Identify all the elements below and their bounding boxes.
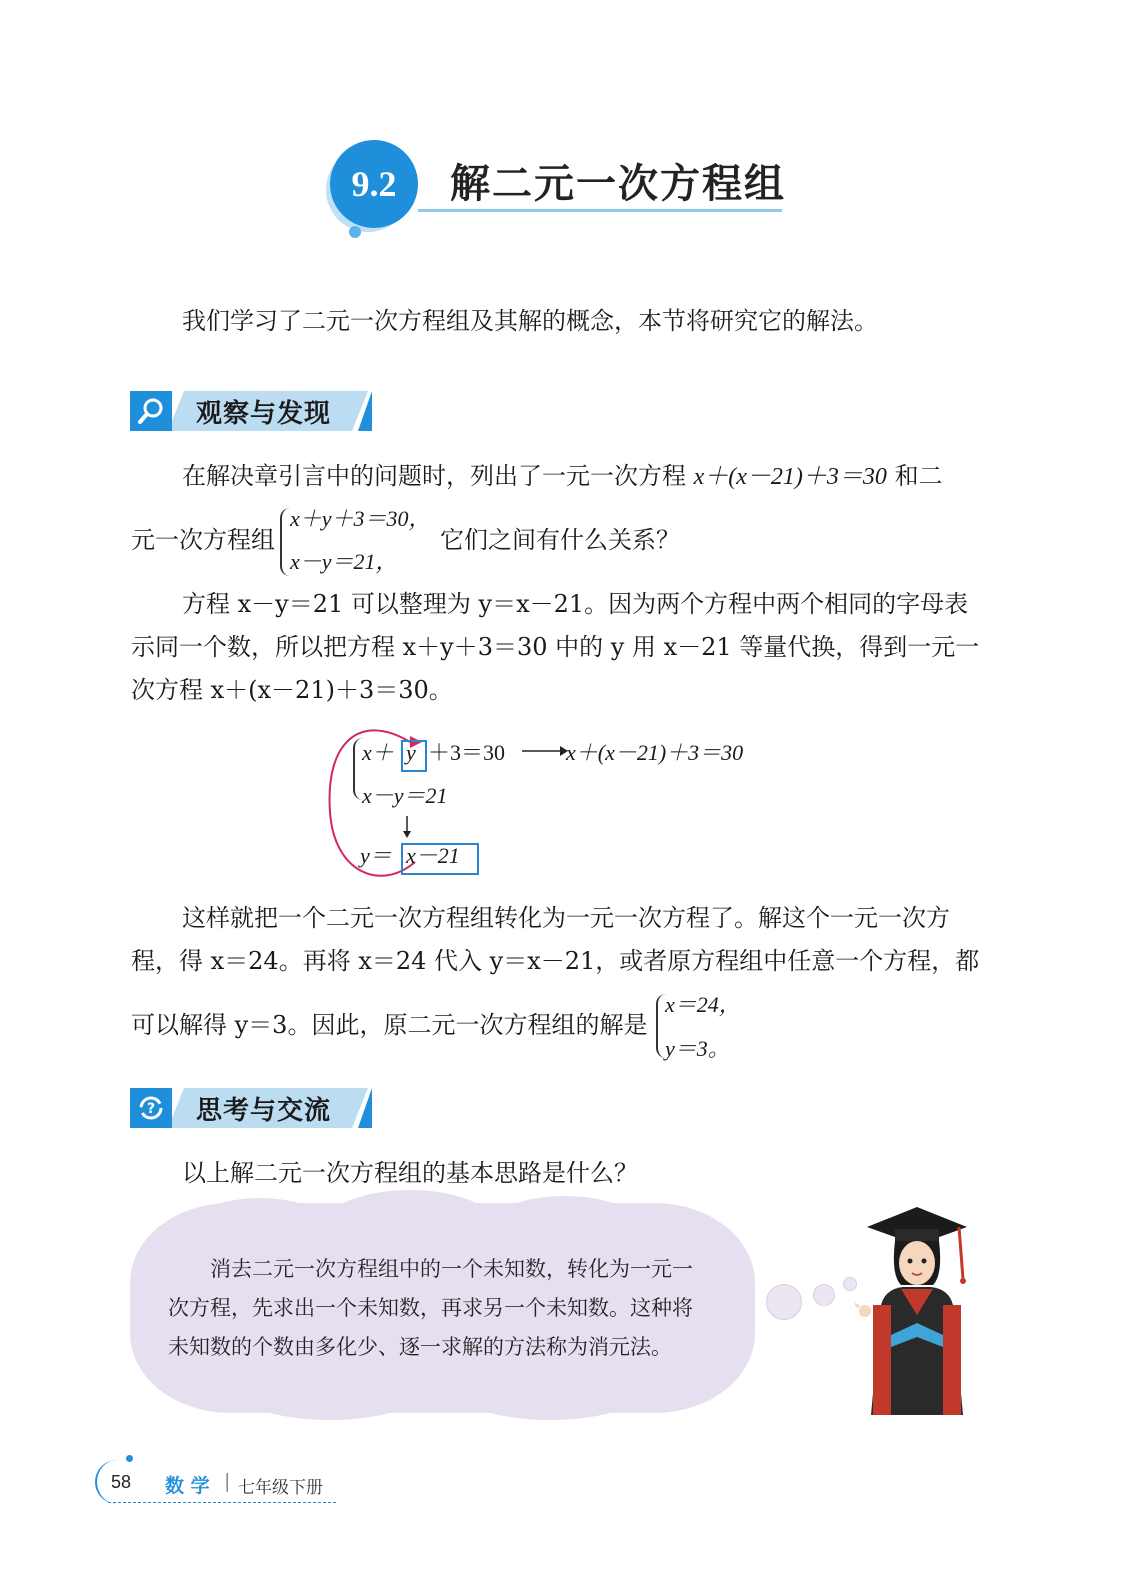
p1-text2: 和二 [894,462,943,490]
diagram-result-equation: x＋(x－21)＋3＝30 [566,740,744,765]
section-underline [418,209,782,212]
cloud-line2: 次方程，先求出一个未知数，再求另一个未知数。这种将 [168,1296,693,1320]
diagram-eq1-part-b: ＋3＝30 [428,740,506,765]
cloud-text [168,1250,708,1367]
magnifier-icon [130,391,172,431]
solution-x: x＝24， [665,992,741,1017]
footer-subject: 数 学 [165,1475,210,1497]
think-heading: 思考与交流 [196,1096,332,1126]
diagram-eq1-part-a: x＋ [362,740,394,765]
section-number-badge [330,140,418,228]
section-dot-decoration [349,226,361,238]
page-number: 58 [111,1472,132,1492]
diagram-bottom-y: y＝ [360,843,392,868]
solve-line3: 可以解得 y＝3。因此，原二元一次方程组的解是 [131,1011,648,1039]
graduate-student-illustration [855,1205,980,1420]
observe-paragraph-line1 [182,455,943,499]
think-banner [130,1088,375,1128]
intro-paragraph: 我们学习了二元一次方程组及其解的概念，本节将研究它的解法。 [182,307,878,335]
solution-y: y＝3。 [665,1036,730,1061]
p3-line2: 示同一个数，所以把方程 x＋y＋3＝30 中的 y 用 x－21 等量代换，得到一元一 [131,633,980,661]
p2-text2: 它们之间有什么关系？ [440,526,680,554]
p1-text1: 在解决章引言中的问题时，列出了一元一次方程 [182,462,686,490]
system-brace [280,508,290,576]
diagram-bottom-box-text: x－21 [406,843,460,868]
cloud-line1: 消去二元一次方程组中的一个未知数，转化为一元一 [210,1257,693,1281]
observe-banner [130,391,375,431]
right-arrow-icon [520,744,570,758]
svg-text:?: ? [146,1101,156,1117]
p3-line3: 次方程 x＋(x－21)＋3＝30。 [131,676,453,704]
p1-equation: x＋(x－21)＋3＝30 [693,464,887,490]
thinking-cycle-icon [130,1088,172,1128]
footer-dot-decoration [126,1455,133,1462]
footer-separator: | [224,1470,231,1492]
thought-bubble [766,1284,802,1320]
diagram-eq1-y: y [406,740,416,765]
cloud-line3: 未知数的个数由多化少、逐一求解的方法称为消元法。 [168,1335,672,1359]
observe-heading: 观察与发现 [196,399,332,429]
p2-text1: 元一次方程组 [131,526,275,554]
solve-line1: 这样就把一个二元一次方程组转化为一元一次方程了。解这个一元一次方 [182,904,950,932]
thought-bubble [813,1284,835,1306]
system-eq1: x＋y＋3＝30， [290,506,431,531]
p3-line1: 方程 x－y＝21 可以整理为 y＝x－21。因为两个方程中两个相同的字母表 [182,590,969,618]
section-title: 解二元一次方程组 [450,161,786,207]
system-eq2: x－y＝21， [290,549,398,574]
footer-dashed-line [108,1502,336,1503]
solve-line2: 程，得 x＝24。再将 x＝24 代入 y＝x－21，或者原方程组中任意一个方程，都 [131,947,980,975]
footer-grade: 七年级下册 [238,1478,323,1498]
diagram-eq2: x－y＝21 [362,783,448,808]
think-question: 以上解二元一次方程组的基本思路是什么？ [182,1159,638,1187]
section-number: 9.2 [351,164,397,204]
